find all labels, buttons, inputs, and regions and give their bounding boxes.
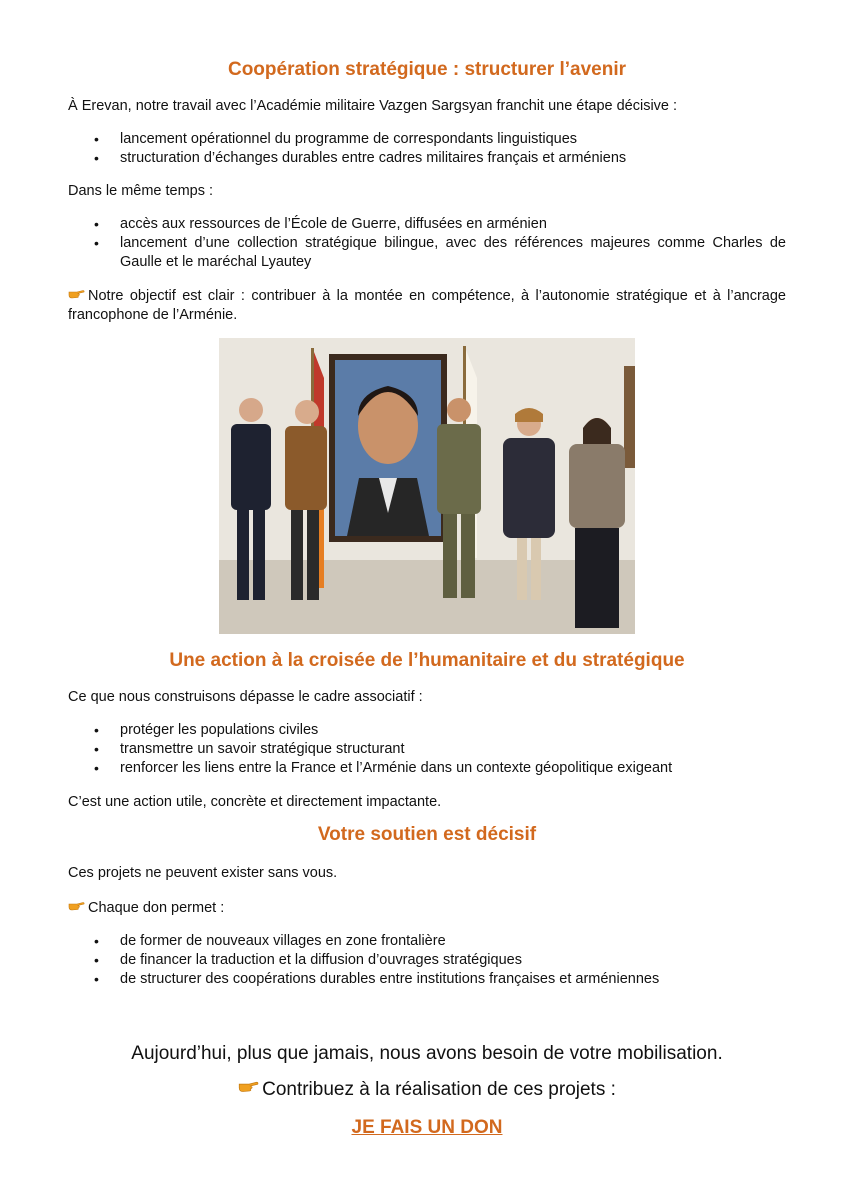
list-item: • de financer la traduction et la diffusion d’ouvrages stratégiques [68, 951, 786, 970]
meanwhile-text: Dans le même temps : [68, 183, 214, 199]
list-item: • protéger les populations civiles [68, 721, 786, 740]
closing-line-2: Contribuez à la réalisation de ces projets : [68, 1078, 786, 1102]
don-list [68, 932, 786, 989]
list-item: • structuration d’échanges durables entre cadres militaires français et arméniens [68, 149, 786, 168]
action-intro: Ce que nous construisons dépasse le cadre associatif : [68, 689, 423, 705]
list-item: • de structurer des coopérations durables entre institutions françaises et arméniennes [68, 970, 786, 989]
group-photo [219, 338, 635, 634]
group-photo-illustration [219, 338, 635, 634]
hand-pointing-right-icon [68, 900, 85, 911]
action-conclusion: C’est une action utile, concrète et directement impactante. [68, 794, 442, 810]
hand-pointing-right-icon [68, 288, 85, 299]
donate-link-wrapper [68, 1117, 786, 1139]
section-title-action: Une action à la croisée de l’humanitaire et du stratégique [169, 650, 685, 671]
donate-link[interactable]: JE FAIS UN DON [351, 1117, 503, 1138]
list-item: • de former de nouveaux villages en zone frontalière [68, 932, 786, 951]
closing-line-1: Aujourd’hui, plus que jamais, nous avons besoin de votre mobilisation. [131, 1043, 723, 1064]
don-intro: Chaque don permet : [68, 899, 224, 918]
cooperation-list [68, 130, 786, 168]
list-item: • transmettre un savoir stratégique structurant [68, 740, 786, 759]
cooperation-intro: À Erevan, notre travail avec l’Académie militaire Vazgen Sargsyan franchit une étape décisive : [68, 98, 678, 114]
list-item: • renforcer les liens entre la France et l’Arménie dans un contexte géopolitique exigeant [68, 759, 786, 778]
list-item: • accès aux ressources de l’École de Guerre, diffusées en arménien [68, 215, 786, 234]
section-title-soutien: Votre soutien est décisif [317, 824, 537, 845]
soutien-intro: Ces projets ne peuvent exister sans vous. [68, 865, 338, 881]
list-item: • lancement opérationnel du programme de correspondants linguistiques [68, 130, 786, 149]
list-item: • lancement d’une collection stratégique bilingue, avec des références majeures comme Charles de Gaulle et le maréchal Lyautey [68, 234, 786, 272]
objective-text: Notre objectif est clair : contribuer à la montée en compétence, à l’autonomie stratégique et à l’ancrage francophone de l’Arménie. [68, 288, 786, 323]
action-list [68, 721, 786, 778]
section-title-cooperation: Coopération stratégique : structurer l’avenir [227, 59, 627, 80]
resources-list [68, 215, 786, 272]
hand-pointing-right-icon [238, 1079, 259, 1093]
